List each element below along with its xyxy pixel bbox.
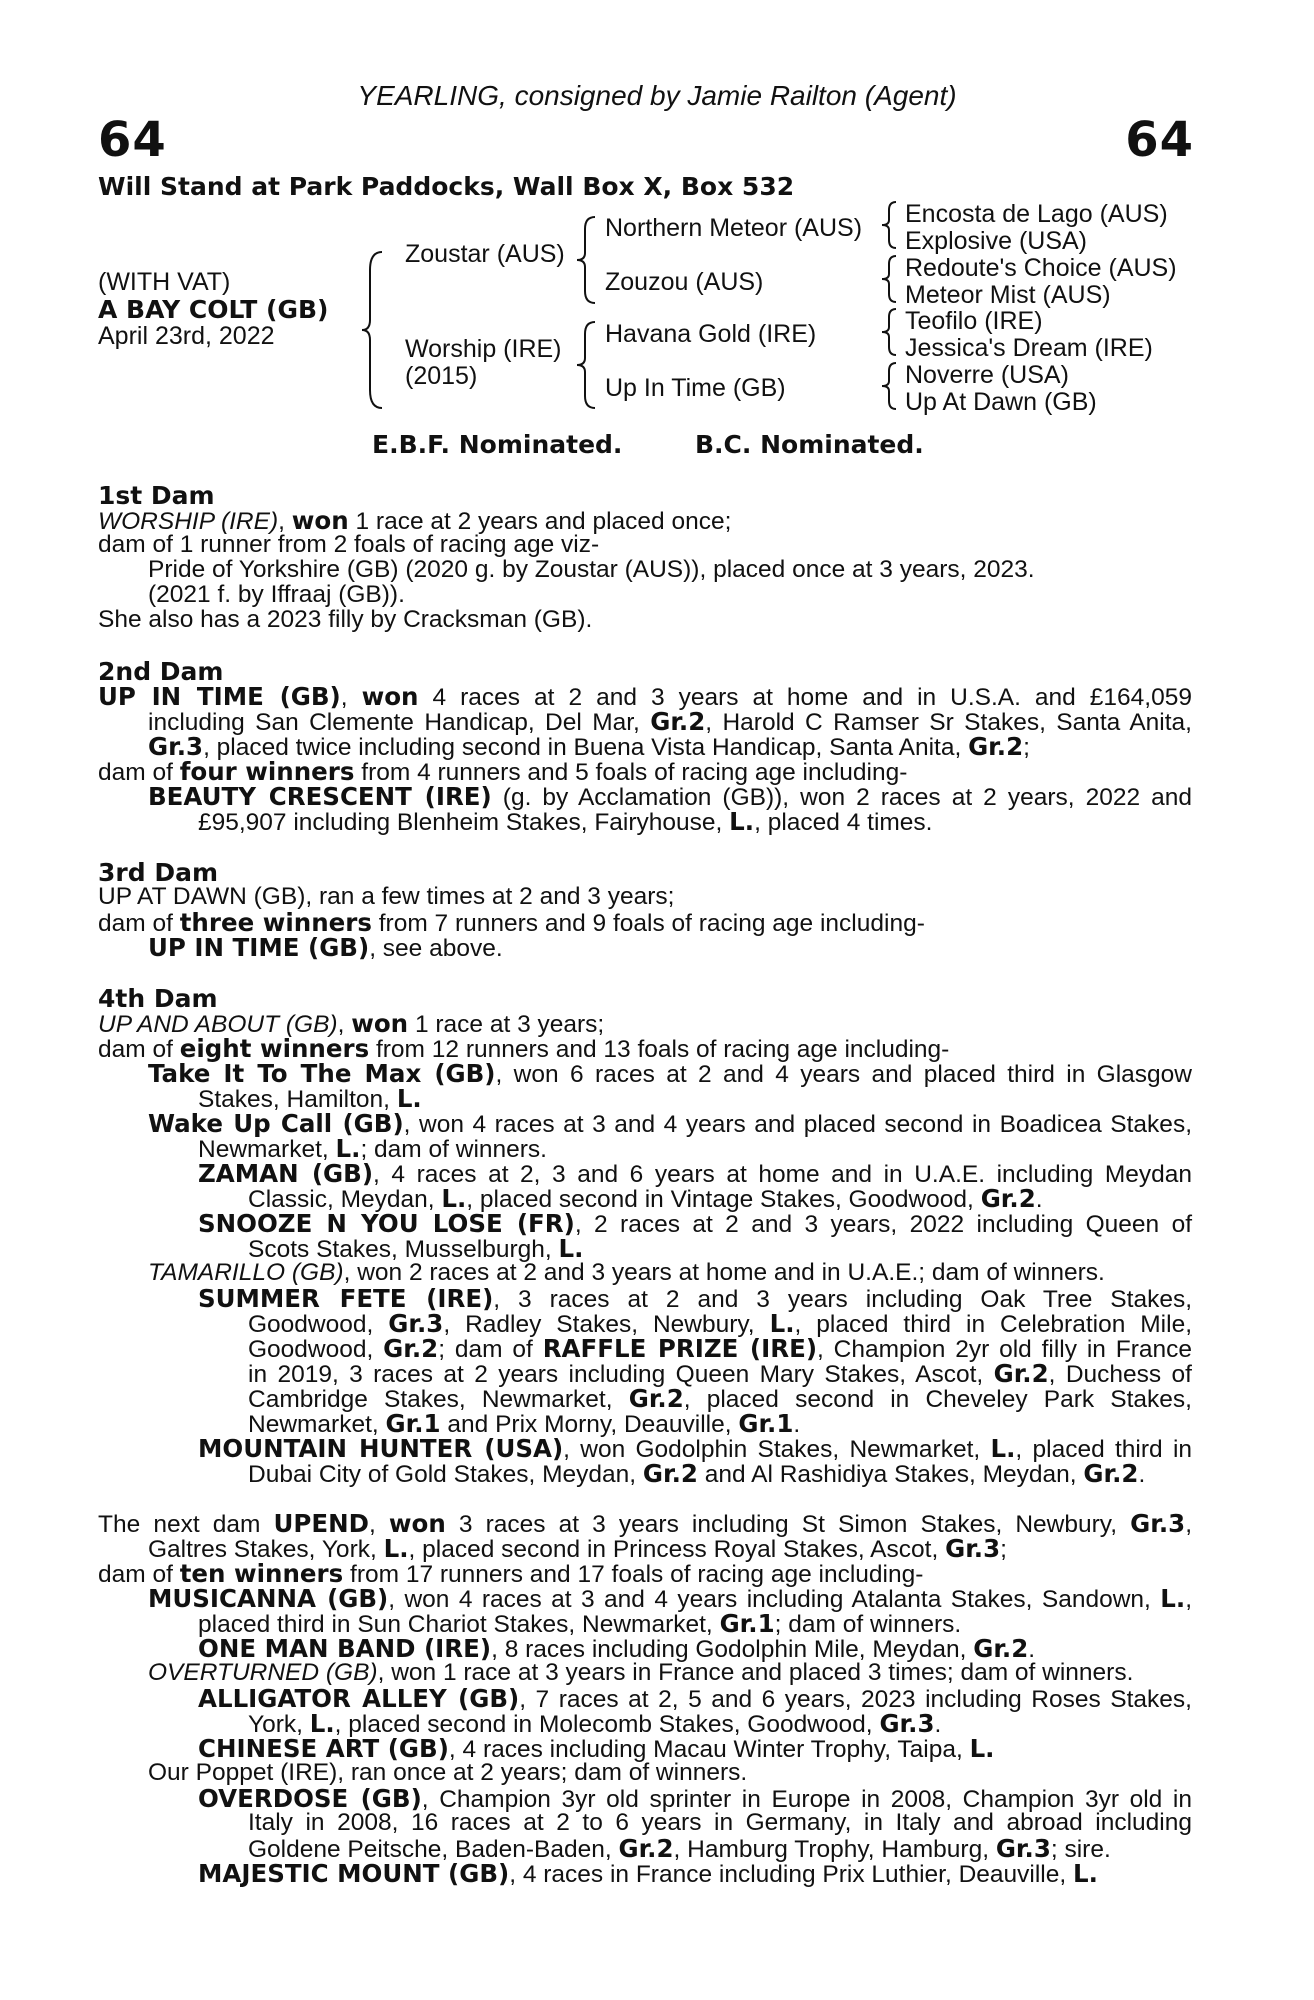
dam: Worship (IRE) [405,335,562,363]
mountain-hunter-record-2: Dubai City of Gold Stakes, Meydan, Gr.2 and Al Rashidiya Stakes, Meydan, Gr.2. [248,1459,1146,1488]
pedigree-brace-4 [880,200,900,250]
summer-fete-record-6: Newmarket, Gr.1 and Prix Morny, Deauville, Gr.1. [248,1409,801,1438]
second-dam-record: UP IN TIME (GB), won 4 races at 2 and 3 years at home and in U.S.A. and £164,059 [98,682,1192,711]
summer-fete-record-5: Cambridge Stakes, Newmarket, Gr.2, placed second in Cheveley Park Stakes, [248,1384,1192,1413]
summer-fete-record: SUMMER FETE (IRE), 3 races at 2 and 3 years including Oak Tree Stakes, [198,1284,1192,1313]
sire-dam-dam: Meteor Mist (AUS) [905,281,1111,309]
pedigree-brace-7 [880,361,900,411]
first-dam-produce-2: (2021 f. by Iffraaj (GB)). [148,581,405,608]
mountain-hunter-record: MOUNTAIN HUNTER (USA), won Godolphin Stakes, Newmarket, L., placed third in [198,1434,1193,1463]
zaman-record: ZAMAN (GB), 4 races at 2, 3 and 6 years at home and in U.A.E. including Meydan [198,1159,1193,1188]
bc-nomination: B.C. Nominated. [695,430,924,459]
chinese-art-record: CHINESE ART (GB), 4 races including Macau Winter Trophy, Taipa, L. [198,1734,995,1763]
pedigree-brace-1 [360,250,390,410]
first-dam-record: WORSHIP (IRE), won 1 race at 2 years and placed once; [98,506,732,535]
third-dam-record: UP AT DAWN (GB), ran a few times at 2 and 3 years; [98,883,675,910]
overdose-record: OVERDOSE (GB), Champion 3yr old sprinter in Europe in 2008, Champion 3yr old in [198,1784,1192,1813]
musicanna-record-2: placed third in Sun Chariot Stakes, Newmarket, Gr.1; dam of winners. [198,1609,962,1638]
second-dam-heading: 2nd Dam [98,657,224,686]
first-dam-also: She also has a 2023 filly by Cracksman (GB). [98,606,593,633]
next-dam-record-2: Galtres Stakes, York, L., placed second in Princess Royal Stakes, Ascot, Gr.3; [148,1534,1007,1563]
fourth-dam-produce-summary: dam of eight winners from 12 runners and 13 foals of racing age including- [98,1034,950,1063]
lot-number-right: 64 [1125,112,1194,168]
third-dam-produce-1: UP IN TIME (GB), see above. [148,933,503,962]
beauty-crescent-record: BEAUTY CRESCENT (IRE) (g. by Acclamation (GB)), won 2 races at 2 years, 2022 and [148,782,1192,811]
wake-up-call-record-2: Newmarket, L.; dam of winners. [198,1134,547,1163]
vat-note: (WITH VAT) [98,268,231,296]
pedigree-brace-3 [575,320,599,410]
ebf-nomination: E.B.F. Nominated. [372,430,623,459]
wake-up-call-record: Wake Up Call (GB), won 4 races at 3 and 4 years and placed second in Boadicea Stakes, [148,1109,1192,1138]
dam-sire: Havana Gold (IRE) [605,320,817,348]
first-dam-produce-summary: dam of 1 runner from 2 foals of racing age viz- [98,531,600,558]
dam-dam: Up In Time (GB) [605,374,786,402]
dam-sire-sire: Teofilo (IRE) [905,307,1043,335]
third-dam-heading: 3rd Dam [98,858,218,887]
take-it-to-the-max-record: Take It To The Max (GB), won 6 races at 2 and 4 years and placed third in Glasgow [148,1059,1192,1088]
pedigree-brace-2 [575,215,599,305]
overdose-record-3: Goldene Peitsche, Baden-Baden, Gr.2, Hamburg Trophy, Hamburg, Gr.3; sire. [248,1834,1111,1863]
alligator-alley-record-2: York, L., placed second in Molecomb Stakes, Goodwood, Gr.3. [248,1709,942,1738]
stabling-line: Will Stand at Park Paddocks, Wall Box X, Box 532 [98,172,795,201]
next-dam-record: The next dam UPEND, won 3 races at 3 years including St Simon Stakes, Newbury, Gr.3, [98,1509,1192,1538]
musicanna-record: MUSICANNA (GB), won 4 races at 3 and 4 years including Atalanta Stakes, Sandown, L., [148,1584,1193,1613]
sire-dam-sire: Redoute's Choice (AUS) [905,254,1177,282]
second-dam-record-3: Gr.3, placed twice including second in Buena Vista Handicap, Santa Anita, Gr.2; [148,732,1030,761]
dam-sire-dam: Jessica's Dream (IRE) [905,334,1153,362]
summer-fete-record-3: Goodwood, Gr.2; dam of RAFFLE PRIZE (IRE), Champion 2yr old filly in France [248,1334,1193,1363]
pedigree-brace-6 [880,307,900,357]
date-of-birth: April 23rd, 2022 [98,322,275,350]
snooze-record: SNOOZE N YOU LOSE (FR), 2 races at 2 and 3 years, 2022 including Queen of [198,1209,1193,1238]
snooze-record-2: Scots Stakes, Musselburgh, L. [248,1234,584,1263]
summer-fete-record-4: in 2019, 3 races at 2 years including Queen Mary Stakes, Ascot, Gr.2, Duchess of [248,1359,1192,1388]
dam-dam-sire: Noverre (USA) [905,361,1069,389]
sire: Zoustar (AUS) [405,240,565,268]
alligator-alley-record: ALLIGATOR ALLEY (GB), 7 races at 2, 5 and 6 years, 2023 including Roses Stakes, [198,1684,1192,1713]
sire-sire: Northern Meteor (AUS) [605,214,863,242]
first-dam-produce-1: Pride of Yorkshire (GB) (2020 g. by Zoustar (AUS)), placed once at 3 years, 2023. [148,556,1035,583]
horse-name: A BAY COLT (GB) [98,295,329,324]
consignor-line: YEARLING, consigned by Jamie Railton (Agent) [357,80,957,111]
first-dam-heading: 1st Dam [98,481,215,510]
zaman-record-2: Classic, Meydan, L., placed second in Vintage Stakes, Goodwood, Gr.2. [248,1184,1043,1213]
sire-sire-dam: Explosive (USA) [905,227,1087,255]
summer-fete-record-2: Goodwood, Gr.3, Radley Stakes, Newbury, L., placed third in Celebration Mile, [248,1309,1193,1338]
dam-dam-dam: Up At Dawn (GB) [905,388,1097,416]
beauty-crescent-record-2: £95,907 including Blenheim Stakes, Fairyhouse, L., placed 4 times. [198,807,933,836]
second-dam-produce-summary: dam of four winners from 4 runners and 5 foals of racing age including- [98,757,908,786]
third-dam-produce-summary: dam of three winners from 7 runners and 9 foals of racing age including- [98,908,925,937]
sire-sire-sire: Encosta de Lago (AUS) [905,200,1168,228]
take-it-to-the-max-record-2: Stakes, Hamilton, L. [198,1084,422,1113]
lot-number-left: 64 [98,112,167,168]
majestic-mount-record: MAJESTIC MOUNT (GB), 4 races in France including Prix Luthier, Deauville, L. [198,1859,1098,1888]
second-dam-record-2: including San Clemente Handicap, Del Mar, Gr.2, Harold C Ramser Sr Stakes, Santa Anita, [148,707,1192,736]
overturned-record: OVERTURNED (GB), won 1 race at 3 years in France and placed 3 times; dam of winners. [148,1659,1134,1686]
tamarillo-record: TAMARILLO (GB), won 2 races at 2 and 3 years at home and in U.A.E.; dam of winners. [148,1259,1105,1286]
our-poppet-record: Our Poppet (IRE), ran once at 2 years; dam of winners. [148,1759,748,1786]
first-dam-name: WORSHIP (IRE) [98,508,279,535]
sire-dam: Zouzou (AUS) [605,268,764,296]
one-man-band-record: ONE MAN BAND (IRE), 8 races including Godolphin Mile, Meydan, Gr.2. [198,1634,1036,1663]
fourth-dam-record: UP AND ABOUT (GB), won 1 race at 3 years; [98,1009,605,1038]
fourth-dam-heading: 4th Dam [98,984,218,1013]
pedigree-brace-5 [880,254,900,304]
overdose-record-2: Italy in 2008, 16 races at 2 to 6 years in Germany, in Italy and abroad including [248,1809,1192,1836]
next-dam-produce-summary: dam of ten winners from 17 runners and 17 foals of racing age including- [98,1559,924,1588]
dam-foaling-year: (2015) [405,362,478,390]
